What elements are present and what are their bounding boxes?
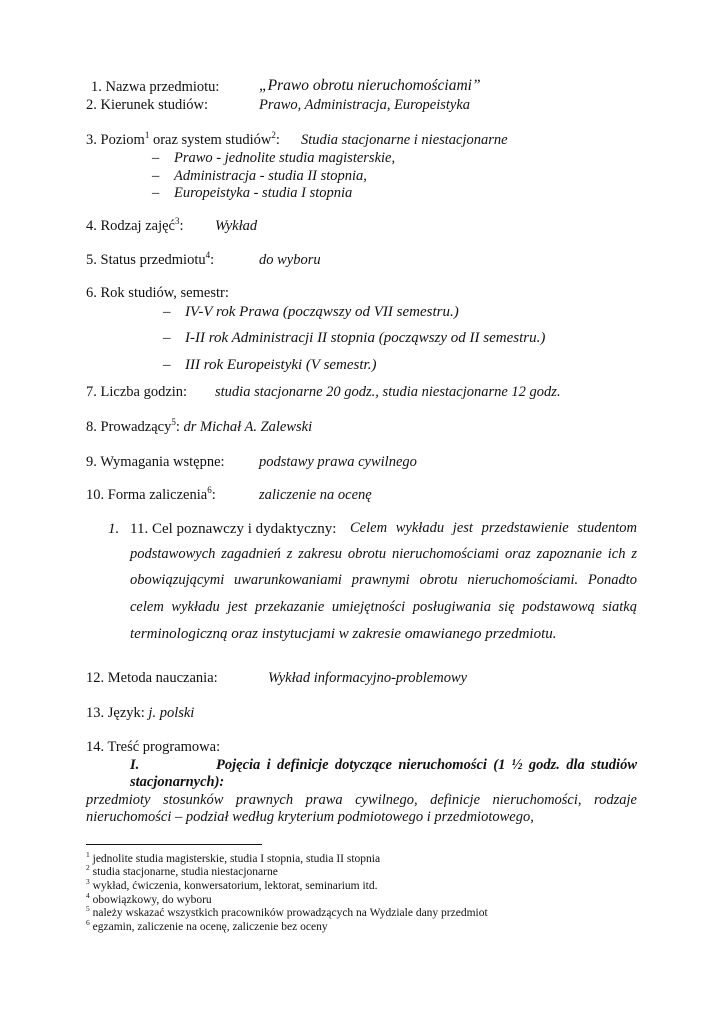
item-5-value: do wyboru [259, 252, 321, 268]
item-4-colon: : [179, 218, 184, 234]
footnote-ref-5: 5 [171, 417, 176, 428]
item-5-colon: : [210, 252, 215, 268]
footnote [86, 863, 278, 879]
item-11-text-line: terminologiczną oraz instytucjami w zakresie omawianego przedmiotu. [130, 626, 557, 642]
item-3-bullet-text: Administracja - studia II stopnia, [174, 168, 367, 184]
item-11-label: 11. Cel poznawczy i dydaktyczny: [130, 521, 337, 537]
item-6-bullet-text: IV-V rok Prawa (począwszy od VII semestru.) [185, 304, 459, 320]
footnote-ref-3: 3 [174, 216, 180, 227]
item-3-bullet-text: Prawo - jednolite studia magisterskie, [174, 150, 396, 166]
item-3-label-part: : [275, 132, 280, 148]
item-14-section-title-cont: stacjonarnych): [130, 774, 225, 790]
item-3-label-part: 3. Poziom [86, 132, 145, 148]
item-10-label [86, 486, 216, 504]
item-9-label: 9. Wymagania wstępne: [86, 454, 225, 470]
item-3-bullet-text: Europeistyka - studia I stopnia [174, 185, 353, 201]
item-6-bullet-text: I-II rok Administracji II stopnia (począwszy od II semestru.) [185, 330, 546, 346]
item-6-bullet [163, 329, 545, 347]
item-3-label [86, 131, 280, 149]
item-13-label-text: 13. Język: [86, 705, 149, 721]
item-6-bullet-text: III rok Europeistyki (V semestr.) [185, 357, 377, 373]
footnote-separator [86, 844, 262, 845]
item-14-label: 14. Treść programowa: [86, 739, 221, 755]
item-11-text-line: obowiązującymi uwarunkowaniami prawnymi obrotu nieruchomościami. Ponadto [130, 572, 637, 588]
item-8-label [86, 418, 312, 436]
item-3-value: Studia stacjonarne i niestacjonarne [301, 132, 508, 148]
item-2-value: Prawo, Administracja, Europeistyka [259, 97, 471, 113]
footnote-ref-1: 1 [144, 130, 150, 141]
item-12-value: Wykład informacyjno-problemowy [268, 670, 468, 686]
footnote-text: studia stacjonarne, studia niestacjonarne [89, 866, 278, 878]
item-10-colon: : [211, 487, 216, 503]
item-11-text-line: podstawowych zagadnień z zakresu obrotu nieruchomościami oraz zapoznanie ich z [130, 546, 637, 562]
item-4-label [86, 217, 184, 235]
item-6-bullet [163, 356, 376, 374]
dash-bullet-icon: – [152, 168, 160, 184]
item-14-section-title: Pojęcia i definicje dotyczące nieruchomości (1 ½ godz. dla studiów [216, 757, 637, 773]
dash-bullet-icon: – [152, 150, 160, 166]
item-14-text-line: przedmioty stosunków prawnych prawa cywilnego, definicje nieruchomości, rodzaje [86, 792, 637, 808]
item-11-text-line: celem wykładu jest przekazanie umiejętności posługiwania się podstawową siatką [130, 599, 637, 615]
item-7-label: 7. Liczba godzin: [86, 384, 188, 400]
item-13-label [86, 704, 194, 722]
footnote-number: 1 [86, 850, 90, 860]
item-10-label-text: 10. Forma zaliczenia [86, 487, 208, 503]
item-3-bullet [152, 184, 352, 202]
footnote-ref-6: 6 [207, 485, 212, 496]
footnote-text: jednolite studia magisterskie, studia I stopnia, studia II stopnia [89, 853, 381, 865]
item-1-label: 1. Nazwa przedmiotu: [91, 79, 220, 95]
footnote [86, 877, 378, 893]
footnote [86, 918, 328, 934]
item-11-text-line: Celem wykładu jest przedstawienie studentom [350, 520, 637, 536]
item-12-label: 12. Metoda nauczania: [86, 670, 218, 686]
item-8-value: dr Michał A. Zalewski [183, 419, 313, 435]
item-6-bullet [163, 303, 459, 321]
item-13-value: j. polski [148, 705, 195, 721]
item-5-label [86, 251, 214, 269]
footnote [86, 850, 381, 866]
footnote-number: 2 [86, 863, 90, 873]
item-6-label: 6. Rok studiów, semestr: [86, 285, 229, 301]
item-14-section-number: I. [130, 757, 140, 773]
item-8-label-text: 8. Prowadzący [86, 419, 172, 435]
footnote-text: egzamin, zaliczenie na ocenę, zaliczenie bez oceny [89, 921, 328, 933]
item-10-value: zaliczenie na ocenę [259, 487, 372, 503]
dash-bullet-icon: – [163, 357, 171, 373]
dash-bullet-icon: – [163, 304, 171, 320]
footnote-text: obowiązkowy, do wyboru [89, 894, 212, 906]
item-5-label-text: 5. Status przedmiotu [86, 252, 206, 268]
item-11-number: 1. [108, 521, 120, 537]
footnote-text: wykład, ćwiczenia, konwersatorium, lektorat, seminarium itd. [89, 880, 378, 892]
item-3-label-part: oraz system studiów [149, 132, 272, 148]
item-1-value: „Prawo obrotu nieruchomościami” [259, 77, 481, 94]
item-3-bullet [152, 167, 367, 185]
item-4-label-text: 4. Rodzaj zajęć [86, 218, 175, 234]
footnote-ref-4: 4 [205, 250, 211, 261]
item-2-label: 2. Kierunek studiów: [86, 97, 209, 113]
footnote-number: 4 [86, 891, 90, 901]
dash-bullet-icon: – [152, 185, 160, 201]
item-4-value: Wykład [215, 218, 258, 234]
footnote [86, 904, 488, 920]
item-3-bullet [152, 149, 395, 167]
item-7-value: studia stacjonarne 20 godz., studia niestacjonarne 12 godz. [215, 384, 561, 400]
footnote-ref-2: 2 [271, 130, 276, 141]
item-8-colon: : [175, 419, 184, 435]
footnote-text: należy wskazać wszystkich pracowników prowadzących na Wydziale dany przedmiot [89, 907, 488, 919]
item-9-value: podstawy prawa cywilnego [259, 454, 417, 470]
item-14-text-line: nieruchomości – podział według kryterium podmiotowego i przedmiotowego, [86, 809, 534, 825]
footnote-number: 3 [86, 877, 90, 887]
dash-bullet-icon: – [163, 330, 171, 346]
footnote-number: 5 [86, 904, 90, 914]
footnote [86, 891, 212, 907]
footnote-number: 6 [86, 918, 90, 928]
